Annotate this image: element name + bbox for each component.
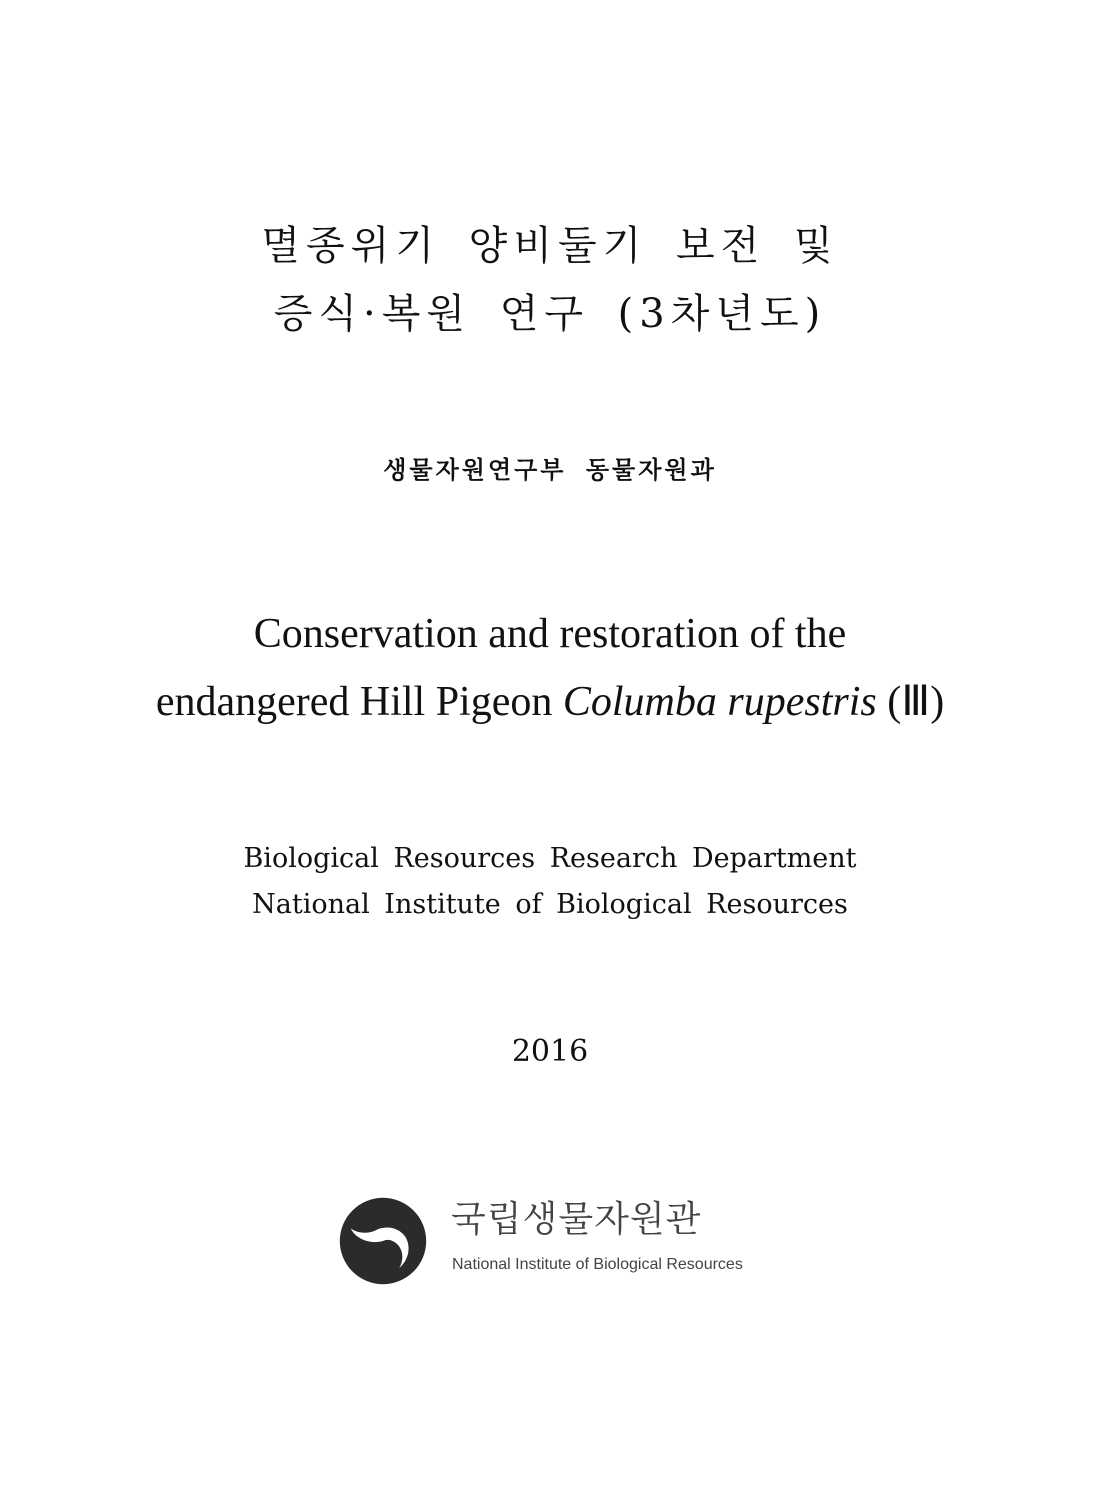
korean-title-line-1: 멸종위기 양비둘기 보전 및 <box>261 223 839 269</box>
institute-logo <box>318 1186 788 1292</box>
english-department-line-1: Biological Resources Research Department <box>243 843 857 874</box>
korean-title <box>0 212 1100 348</box>
logo-english-name: National Institute of Biological Resources <box>452 1256 743 1273</box>
english-department-line-2: National Institute of Biological Resources <box>252 889 848 920</box>
korean-title-line-2: 증식·복원 연구 (3차년도) <box>273 291 827 337</box>
english-title-suffix: (Ⅲ) <box>876 679 945 725</box>
publication-year: 2016 <box>511 1034 589 1069</box>
scientific-name: Columba rupestris <box>562 679 877 725</box>
english-title <box>0 600 1100 736</box>
nibr-swirl-emblem-icon <box>338 1196 428 1286</box>
logo-korean-name: 국립생물자원관 <box>451 1199 702 1240</box>
english-title-prefix: endangered Hill Pigeon <box>155 679 563 725</box>
english-department <box>0 836 1100 928</box>
korean-department: 생물자원연구부 동물자원과 <box>383 456 717 484</box>
english-title-line-1: Conservation and restoration of the <box>253 611 847 657</box>
english-title-line-2 <box>0 668 1100 736</box>
